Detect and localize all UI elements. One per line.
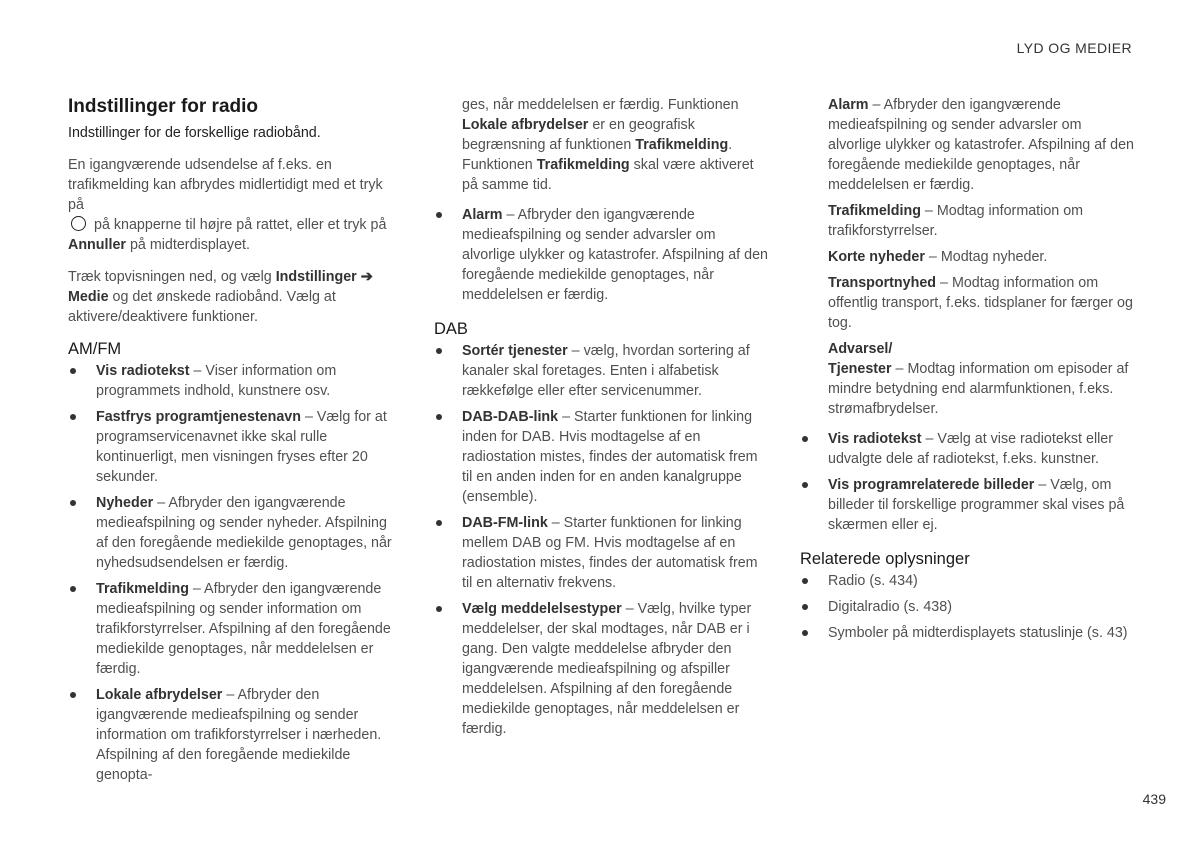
- list-item: [434, 513, 770, 593]
- sub-item: [800, 273, 1136, 333]
- item-term: Alarm: [828, 97, 869, 113]
- list-item: [800, 475, 1136, 535]
- sub-item: [800, 247, 1136, 267]
- related-link[interactable]: Digitalradio (s. 438): [800, 597, 1136, 617]
- item-desc: – Afbryder den igangværende medieafspilning og sender advarsler om alvorlige ulykker og katastrofer. Afspilning af den foregående mediekilde genoptages, når meddelelsen er færdig.: [828, 97, 1134, 193]
- item-term: Trafikmelding: [828, 203, 921, 219]
- item-term: Alarm: [462, 207, 503, 223]
- item-term: Trafikmelding: [96, 581, 189, 597]
- sub-item: [800, 339, 1136, 419]
- item-term: Sortér tjenester: [462, 343, 568, 359]
- item-desc: – Modtag information om trafikforstyrrelser.: [828, 203, 1084, 239]
- column-1: [68, 95, 400, 791]
- cont-term-1: Lokale afbrydelser: [462, 117, 589, 133]
- item-term: Tjenester: [828, 361, 892, 377]
- cont-text-b: er en geografisk begrænsning af funktionen: [462, 117, 695, 153]
- item-desc: – Starter funktionen for linking mellem DAB og FM. Hvis modtagelse af en radiostation mistes, findes der automatisk frem til en alternativ frekvens.: [462, 515, 758, 591]
- item-desc: – vælg, hvordan sortering af kanaler skal foretages. Enten i alfabetisk rækkefølge eller efter servicenummer.: [462, 343, 750, 399]
- amfm-list: [68, 361, 400, 785]
- item-desc: – Vælg at vise radiotekst eller udvalgte dele af radiotekst, f.eks. kunstner.: [828, 431, 1114, 467]
- item-term: Vis radiotekst: [828, 431, 922, 447]
- item-term: DAB-FM-link: [462, 515, 548, 531]
- related-link[interactable]: Symboler på midterdisplayets statuslinje (s. 43): [800, 623, 1136, 643]
- item-desc: – Viser information om programmets indhold, kunstnere osv.: [96, 363, 337, 399]
- page-title: Indstillinger for radio: [68, 96, 259, 117]
- item-desc: – Vælg, om billeder til forskellige programmer skal vises på skærmen eller ej.: [828, 477, 1125, 533]
- intro1-text-a: En igangværende udsendelse af f.eks. en trafikmelding kan afbrydes midlertidigt med et tryk på: [68, 157, 383, 213]
- intro1-text-b: på knapperne til højre på rattet, eller et tryk på: [94, 217, 387, 233]
- related-link[interactable]: Radio (s. 434): [800, 571, 1136, 591]
- intro-paragraph-2: [68, 267, 400, 327]
- item-desc: – Vælg for at programservicenavnet ikke skal rulle kontinuerligt, men visningen fryses efter 20 sekunder.: [96, 409, 387, 485]
- continued-paragraph: [434, 95, 770, 195]
- item-desc: – Afbryder den igangværende medieafspilning og sender nyheder. Afspilning af den foregående mediekilde genoptages, når nyhedsudsendelsen er færdig.: [96, 495, 392, 571]
- item-term: Advarsel/: [828, 341, 893, 357]
- item-term: Transportnyhed: [828, 275, 937, 291]
- item-term: Korte nyheder: [828, 249, 925, 265]
- list-item: [800, 429, 1136, 469]
- sub-item: [800, 95, 1136, 195]
- intro2-text-b: og det ønskede radiobånd. Vælg at aktivere/deaktivere funktioner.: [68, 289, 336, 325]
- list-item: [68, 579, 400, 679]
- settings-path: Indstillinger ➔ Medie: [68, 269, 373, 305]
- list-item: [434, 407, 770, 507]
- item-term: Vis programrelaterede billeder: [828, 477, 1035, 493]
- item-desc: – Afbryder den igangværende medieafspilning og sender information om trafikforstyrrelser i nærheden. Afspilning af den foregående mediekilde genopta-: [96, 687, 382, 783]
- list-item: [434, 341, 770, 401]
- annuller-term: Annuller: [68, 237, 126, 253]
- item-term: Fastfrys programtjenestenavn: [96, 409, 301, 425]
- item-term: Lokale afbrydelser: [96, 687, 223, 703]
- list-item: [434, 205, 770, 305]
- list-item: [68, 407, 400, 487]
- intro1-text-c: på midterdisplayet.: [129, 237, 250, 253]
- item-desc: – Vælg, hvilke typer meddelelser, der skal modtages, når DAB er i gang. Den valgte meddelelse afbryder den igangværende medieafspilning og afspiller meddelelsen. Afspilning af den foregående mediekilde genoptages, når meddelelsen er færdig.: [462, 601, 752, 737]
- item-term: Vælg meddelelsestyper: [462, 601, 622, 617]
- item-term: Nyheder: [96, 495, 154, 511]
- item-desc: – Afbryder den igangværende medieafspilning og sender information om trafikforstyrrelser. Afspilning af den foregående mediekilde genoptages, når meddelelsen er færdig.: [96, 581, 391, 677]
- column-3: [800, 95, 1136, 649]
- intro-paragraph-1: [68, 155, 400, 255]
- cont-text-a: ges, når meddelelsen er færdig. Funktionen: [462, 97, 739, 113]
- item-desc: – Modtag information om episoder af mindre betydning end alarmfunktionen, f.eks. strømafbrydelser.: [828, 361, 1129, 417]
- item-desc: – Starter funktionen for linking inden for DAB. Hvis modtagelse af en radiostation mistes, findes der automatisk frem til en anden inden for en anden kanalgruppe (ensemble).: [462, 409, 758, 505]
- running-header: LYD OG MEDIER: [1016, 40, 1132, 56]
- list-item: [68, 361, 400, 401]
- amfm-heading: AM/FM: [68, 340, 122, 358]
- dab-list: [434, 341, 770, 739]
- intro2-text-a: Træk topvisningen ned, og vælg: [68, 269, 272, 285]
- item-desc: – Afbryder den igangværende medieafspilning og sender advarsler om alvorlige ulykker og katastrofer. Afspilning af den foregående mediekilde genoptages, når meddelelsen er færdig.: [462, 207, 768, 303]
- list-item: [68, 493, 400, 573]
- radiotext-list: [800, 429, 1136, 535]
- item-term: Vis radiotekst: [96, 363, 190, 379]
- cont-text-c: . Funktionen: [462, 137, 733, 173]
- column-2: [434, 95, 770, 745]
- steering-wheel-button-icon: [71, 216, 86, 231]
- item-desc: – Modtag nyheder.: [924, 249, 1048, 265]
- page-number: 439: [1142, 791, 1166, 807]
- alarm-list: [434, 205, 770, 305]
- item-term: DAB-DAB-link: [462, 409, 559, 425]
- item-desc: – Modtag information om offentlig transport, f.eks. tidsplaner for færger og tog.: [828, 275, 1133, 331]
- cont-term-2: Trafikmelding: [635, 137, 729, 153]
- cont-term-3: Trafikmelding: [536, 157, 630, 173]
- dab-heading: DAB: [434, 320, 468, 338]
- list-item: [68, 685, 400, 785]
- lead-text: Indstillinger for de forskellige radiobånd.: [68, 125, 321, 141]
- sub-item: [800, 201, 1136, 241]
- related-heading: Relaterede oplysninger: [800, 550, 970, 568]
- related-list: [800, 571, 1136, 643]
- cont-text-d: skal være aktiveret på samme tid.: [462, 157, 754, 193]
- list-item: [434, 599, 770, 739]
